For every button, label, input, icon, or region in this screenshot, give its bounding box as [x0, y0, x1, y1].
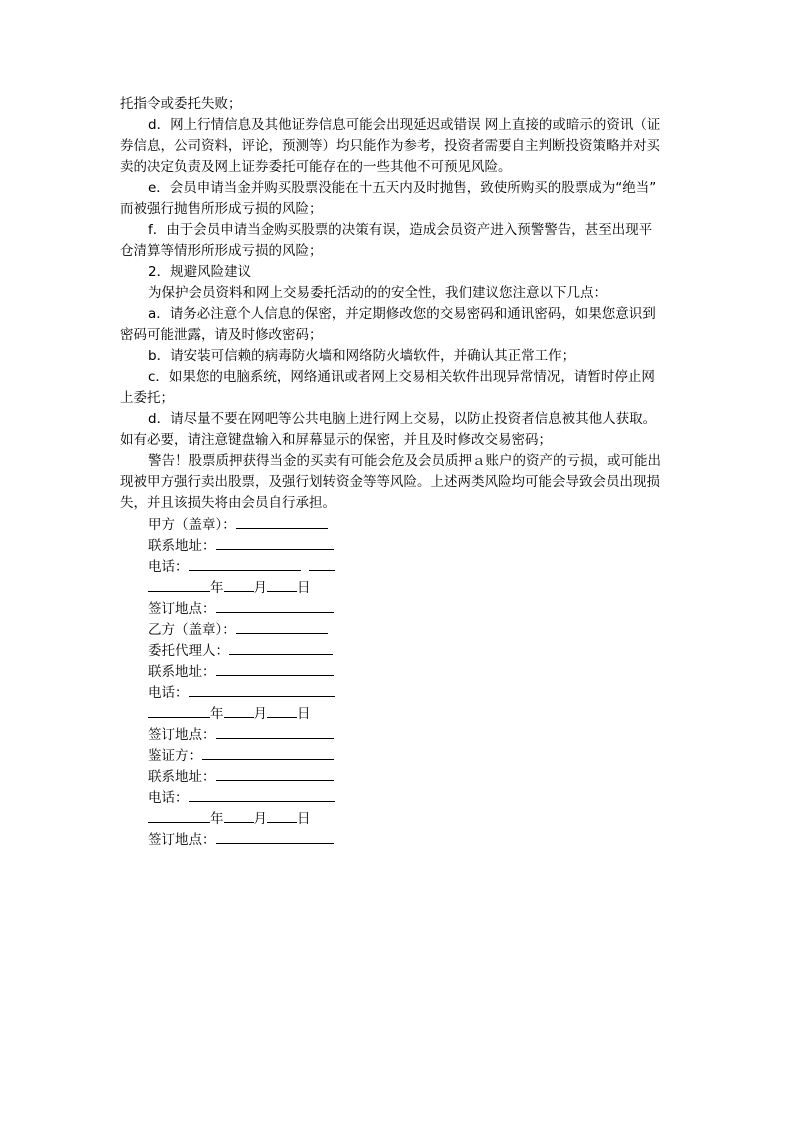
party-b-place-blank [216, 724, 334, 739]
party-a-place-line [148, 598, 334, 619]
party-a-phone-blank [189, 556, 301, 571]
party-b-agent-label: 委托代理人： [148, 643, 229, 659]
notary-place-line [148, 829, 334, 850]
notary-label: 鉴证方： [148, 748, 202, 764]
body-line: 券信息，公司资料，评论，预测等）均只能作为参考，投资者需要自主判断投资策略并对买 [120, 138, 660, 154]
party-b-phone-blank [189, 682, 335, 697]
party-b-label: 乙方（盖章）： [148, 622, 236, 638]
notary-phone-label: 电话： [148, 790, 189, 806]
party-b-address-line [148, 661, 334, 682]
party-a-place-label: 签订地点： [148, 601, 216, 617]
body-line: 密码可能泄露，请及时修改密码； [120, 327, 323, 343]
party-a-blank [236, 514, 328, 529]
body-line: 上委托； [120, 390, 174, 406]
party-b-agent-line [148, 640, 333, 661]
party-b-date-line [148, 703, 311, 724]
party-b-year-blank [148, 703, 210, 718]
notary-day-blank [267, 808, 297, 823]
notary-phone-blank [189, 787, 335, 802]
party-b-phone-label: 电话： [148, 685, 189, 701]
party-b-month-blank [224, 703, 254, 718]
party-b-address-label: 联系地址： [148, 664, 216, 680]
party-b-blank [236, 619, 328, 634]
party-b-place-label: 签订地点： [148, 727, 216, 743]
notary-place-blank [216, 829, 334, 844]
party-b-agent-blank [229, 640, 333, 655]
party-a-phone-label: 电话： [148, 559, 189, 575]
party-b-month-label: 月 [253, 706, 267, 722]
notary-day-label: 日 [297, 811, 311, 827]
notary-blank [202, 745, 334, 760]
party-a-year-blank [148, 577, 210, 592]
notary-place-label: 签订地点： [148, 832, 216, 848]
party-b-day-label: 日 [297, 706, 311, 722]
notary-address-line [148, 766, 334, 787]
body-line: 托指令或委托失败； [120, 96, 242, 112]
body-line: 卖的决定负责及网上证券委托可能存在的一些其他不可预见风险。 [120, 159, 512, 175]
party-a-phone-blank-2 [309, 556, 335, 571]
notary-phone-line [148, 787, 335, 808]
party-a-month-label: 月 [253, 580, 267, 596]
party-b-day-blank [267, 703, 297, 718]
party-b-place-line [148, 724, 334, 745]
body-line: e．会员申请当金并购买股票没能在十五天内及时抛售，致使所购买的股票成为“绝当” [148, 180, 657, 196]
party-a-month-blank [224, 577, 254, 592]
party-a-day-blank [267, 577, 297, 592]
body-line: 2．规避风险建议 [148, 264, 252, 280]
body-line: 而被强行抛售所形成亏损的风险； [120, 201, 323, 217]
party-a-address-line [148, 535, 334, 556]
notary-month-label: 月 [253, 811, 267, 827]
party-a-address-label: 联系地址： [148, 538, 216, 554]
body-line: b．请安装可信赖的病毒防火墙和网络防火墙软件，并确认其正常工作； [148, 348, 576, 364]
party-a-date-line [148, 577, 311, 598]
party-a-address-blank [216, 535, 334, 550]
body-line: d．请尽量不要在网吧等公共电脑上进行网上交易，以防止投资者信息被其他人获取。 [148, 411, 657, 427]
body-line: 警告！股票质押获得当金的买卖有可能会危及会员质押ａ账户的资产的亏损，或可能出 [148, 453, 661, 469]
body-line: 仓清算等情形所形成亏损的风险； [120, 243, 323, 259]
party-a-label: 甲方（盖章）： [148, 517, 236, 533]
notary-month-blank [224, 808, 254, 823]
notary-date-line [148, 808, 311, 829]
body-line: c．如果您的电脑系统，网络通讯或者网上交易相关软件出现异常情况，请暂时停止网 [148, 369, 655, 385]
party-b-year-label: 年 [210, 706, 224, 722]
party-b-line [148, 619, 328, 640]
party-b-address-blank [216, 661, 334, 676]
notary-year-label: 年 [210, 811, 224, 827]
notary-year-blank [148, 808, 210, 823]
notary-line [148, 745, 334, 766]
body-line: a．请务必注意个人信息的保密，并定期修改您的交易密码和通讯密码，如果您意识到 [148, 306, 656, 322]
party-a-phone-line [148, 556, 335, 577]
body-line: 失，并且该损失将由会员自行承担。 [120, 495, 336, 511]
body-line: 如有必要，请注意键盘输入和屏幕显示的保密，并且及时修改交易密码； [120, 432, 552, 448]
notary-address-blank [216, 766, 334, 781]
party-a-day-label: 日 [297, 580, 311, 596]
body-line: d．网上行情信息及其他证券信息可能会出现延迟或错误 网上直接的或暗示的资讯（证 [148, 117, 661, 133]
body-line: f．由于会员申请当金购买股票的决策有误，造成会员资产进入预警警告，甚至出现平 [148, 222, 653, 238]
party-a-line [148, 514, 328, 535]
body-line: 为保护会员资料和网上交易委托活动的的安全性，我们建议您注意以下几点： [148, 285, 607, 301]
party-a-year-label: 年 [210, 580, 224, 596]
party-a-place-blank [216, 598, 334, 613]
body-line: 现被甲方强行卖出股票，及强行划转资金等等风险。上述两类风险均可能会导致会员出现损 [120, 474, 660, 490]
notary-address-label: 联系地址： [148, 769, 216, 785]
party-b-phone-line [148, 682, 335, 703]
